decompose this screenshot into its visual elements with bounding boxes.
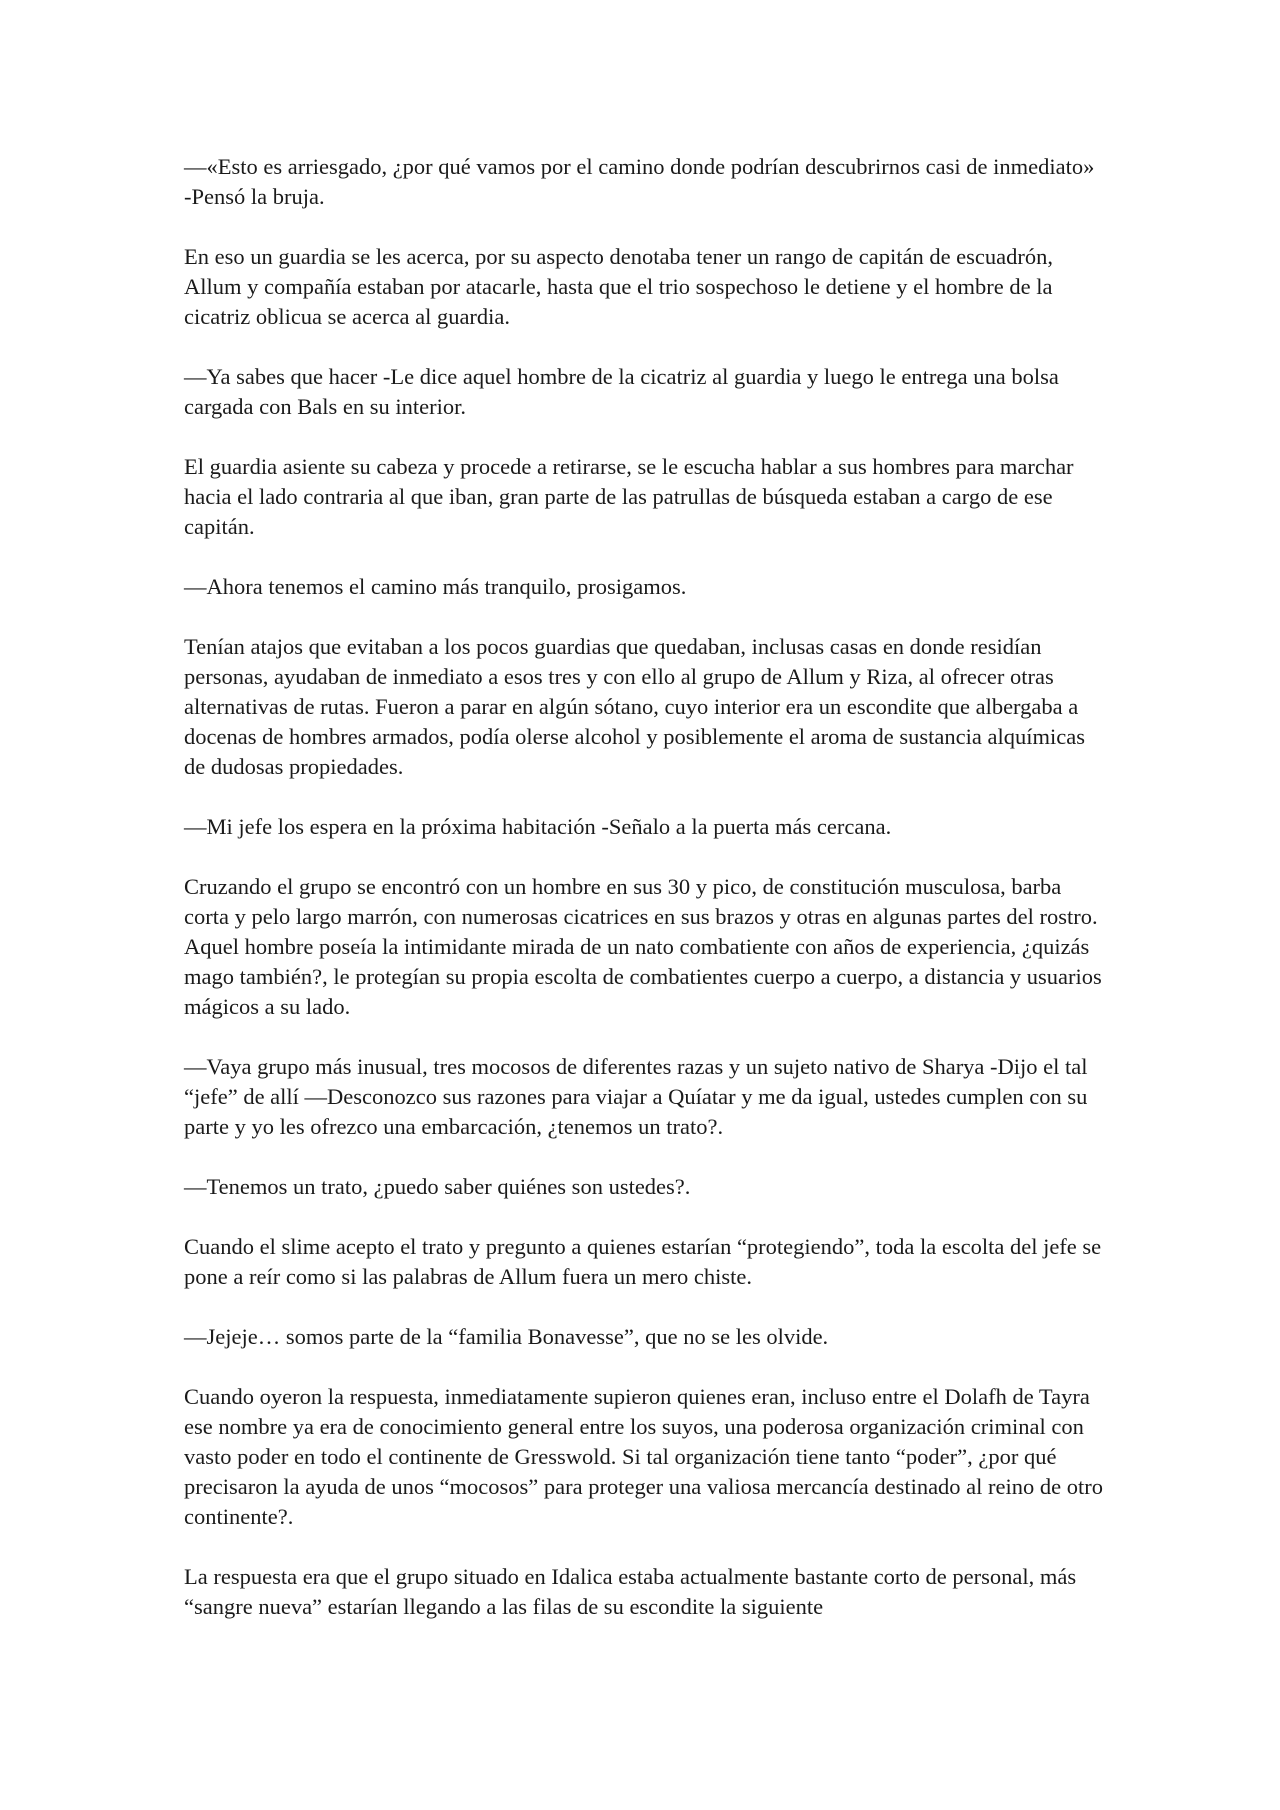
paragraph-10: —Tenemos un trato, ¿puedo saber quiénes son ustedes?.	[184, 1174, 691, 1199]
paragraph-11: Cuando el slime acepto el trato y pregunto a quienes estarían “protegiendo”, toda la escolta del jefe se pone a reír como si las palabras de Allum fuera un mero chiste.	[184, 1234, 1102, 1289]
paragraph-5: —Ahora tenemos el camino más tranquilo, prosigamos.	[184, 574, 687, 599]
document-body	[184, 152, 1104, 1622]
paragraph-12: —Jejeje… somos parte de la “familia Bonavesse”, que no se les olvide.	[184, 1324, 829, 1349]
paragraph-13: Cuando oyeron la respuesta, inmediatamente supieron quienes eran, incluso entre el Dolafh de Tayra ese nombre ya era de conocimiento general entre los suyos, una poderosa organización criminal con vasto poder en todo el continente de Gresswold. Si tal organización tiene tanto “poder”, ¿por qué precisaron la ayuda de unos “mocosos” para proteger una valiosa mercancía destinado al reino de otro continente?.	[184, 1384, 1104, 1529]
paragraph-8: Cruzando el grupo se encontró con un hombre en sus 30 y pico, de constitución musculosa, barba corta y pelo largo marrón, con numerosas cicatrices en sus brazos y otras en algunas partes del rostro. Aquel hombre poseía la intimidante mirada de un nato combatiente con años de experiencia, ¿quizás mago también?, le protegían su propia escolta de combatientes cuerpo a cuerpo, a distancia y usuarios mágicos a su lado.	[184, 874, 1102, 1019]
paragraph-4: El guardia asiente su cabeza y procede a retirarse, se le escucha hablar a sus hombres para marchar hacia el lado contraria al que iban, gran parte de las patrullas de búsqueda estaban a cargo de ese capitán.	[184, 454, 1074, 539]
paragraph-2: En eso un guardia se les acerca, por su aspecto denotaba tener un rango de capitán de escuadrón, Allum y compañía estaban por atacarle, hasta que el trio sospechoso le detiene y el hombre de la cicatriz oblicua se acerca al guardia.	[184, 244, 1054, 329]
paragraph-3: —Ya sabes que hacer -Le dice aquel hombre de la cicatriz al guardia y luego le entrega una bolsa cargada con Bals en su interior.	[184, 364, 1059, 419]
paragraph-9: —Vaya grupo más inusual, tres mocosos de diferentes razas y un sujeto nativo de Sharya -Dijo el tal “jefe” de allí —Desconozco sus razones para viajar a Quíatar y me da igual, ustedes cumplen con su parte y yo les ofrezco una embarcación, ¿tenemos un trato?.	[184, 1054, 1088, 1139]
paragraph-6: Tenían atajos que evitaban a los pocos guardias que quedaban, inclusas casas en donde residían personas, ayudaban de inmediato a esos tres y con ello al grupo de Allum y Riza, al ofrecer otras alternativas de rutas. Fueron a parar en algún sótano, cuyo interior era un escondite que albergaba a docenas de hombres armados, podía olerse alcohol y posiblemente el aroma de sustancia alquímicas de dudosas propiedades.	[184, 634, 1085, 779]
paragraph-1: —«Esto es arriesgado, ¿por qué vamos por el camino donde podrían descubrirnos casi de inmediato» -Pensó la bruja.	[184, 154, 1095, 209]
paragraph-14: La respuesta era que el grupo situado en Idalica estaba actualmente bastante corto de personal, más “sangre nueva” estarían llegando a las filas de su escondite la siguiente	[184, 1564, 1077, 1619]
paragraph-7: —Mi jefe los espera en la próxima habitación -Señalo a la puerta más cercana.	[184, 814, 892, 839]
